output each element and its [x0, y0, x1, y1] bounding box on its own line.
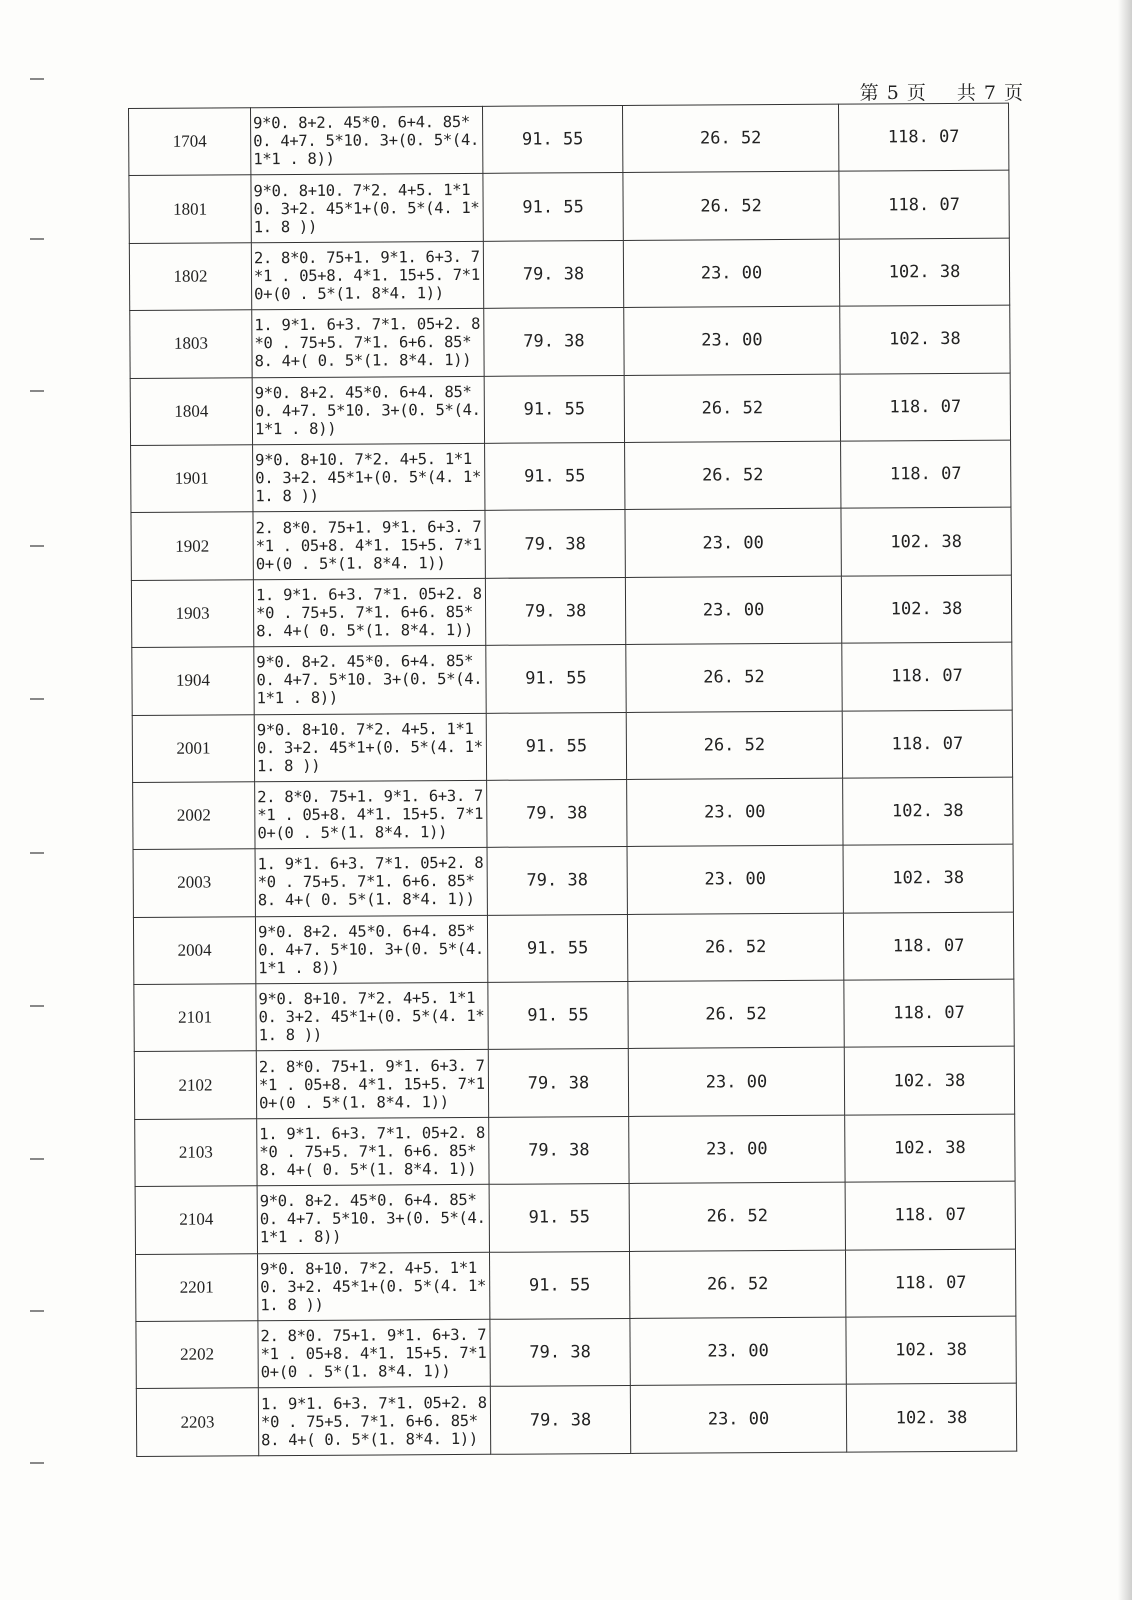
- room-number-cell: 1802: [129, 243, 251, 311]
- area-formula-cell: 1. 9*1. 6+3. 7*1. 05+2. 8*0 . 75+5. 7*1. 6+6. 85*8. 4+( 0. 5*(1. 8*4. 1)): [257, 1117, 489, 1186]
- total-area-cell: 102. 38: [843, 844, 1013, 912]
- room-number-cell: 1903: [131, 579, 253, 647]
- table-row: [129, 103, 1009, 176]
- area-formula-cell: 2. 8*0. 75+1. 9*1. 6+3. 7*1 . 05+8. 4*1. 15+5. 7*10+(0 . 5*(1. 8*4. 1)): [253, 511, 485, 580]
- area-formula-cell: 9*0. 8+10. 7*2. 4+5. 1*10. 3+2. 45*1+(0. 5*(4. 1*1. 8 )): [251, 174, 483, 243]
- total-area-cell: 118. 07: [843, 912, 1013, 980]
- table-row: [136, 1316, 1016, 1389]
- binding-mark: [30, 698, 44, 700]
- shared-area-cell: 26. 52: [626, 643, 842, 712]
- total-area-cell: 118. 07: [838, 103, 1008, 171]
- total-area-cell: 102. 38: [846, 1384, 1016, 1452]
- shared-area-cell: 23. 00: [630, 1317, 846, 1386]
- inner-area-cell: 91. 55: [485, 442, 625, 510]
- shared-area-cell: 23. 00: [623, 239, 839, 308]
- total-area-cell: 102. 38: [843, 777, 1013, 845]
- shared-area-cell: 23. 00: [627, 778, 843, 847]
- room-number-cell: 2201: [136, 1253, 258, 1321]
- inner-area-cell: 79. 38: [485, 510, 625, 578]
- area-formula-cell: 9*0. 8+10. 7*2. 4+5. 1*10. 3+2. 45*1+(0. 5*(4. 1*1. 8 )): [254, 713, 486, 782]
- table-row: [132, 642, 1012, 715]
- table-row: [131, 507, 1011, 580]
- inner-area-cell: 91. 55: [487, 914, 627, 982]
- area-formula-cell: 9*0. 8+10. 7*2. 4+5. 1*10. 3+2. 45*1+(0. 5*(4. 1*1. 8 )): [256, 982, 488, 1051]
- room-number-cell: 1801: [129, 175, 251, 243]
- binding-mark: [30, 78, 44, 80]
- area-formula-cell: 9*0. 8+2. 45*0. 6+4. 85*0. 4+7. 5*10. 3+(0. 5*(4. 1*1 . 8)): [254, 645, 486, 714]
- room-number-cell: 1901: [131, 445, 253, 513]
- inner-area-cell: 79. 38: [487, 847, 627, 915]
- inner-area-cell: 79. 38: [488, 1049, 628, 1117]
- shared-area-cell: 26. 52: [623, 172, 839, 241]
- room-number-cell: 1904: [132, 647, 254, 715]
- total-area-cell: 102. 38: [841, 507, 1011, 575]
- table-row: [135, 1114, 1015, 1187]
- area-table-container: [128, 103, 1016, 1457]
- total-pages-label: 共 7 页: [956, 82, 1024, 104]
- area-formula-cell: 9*0. 8+2. 45*0. 6+4. 85*0. 4+7. 5*10. 3+(0. 5*(4. 1*1 . 8)): [257, 1185, 489, 1254]
- room-number-cell: 2001: [132, 714, 254, 782]
- room-number-cell: 1804: [130, 377, 252, 445]
- total-area-cell: 118. 07: [842, 710, 1012, 778]
- total-area-cell: 118. 07: [845, 1249, 1015, 1317]
- binding-mark: [30, 545, 44, 547]
- area-formula-cell: 9*0. 8+2. 45*0. 6+4. 85*0. 4+7. 5*10. 3+(0. 5*(4. 1*1 . 8)): [251, 106, 483, 175]
- shared-area-cell: 26. 52: [622, 104, 838, 173]
- inner-area-cell: 91. 55: [482, 105, 622, 173]
- room-number-cell: 2104: [135, 1186, 257, 1254]
- binding-mark: [30, 1158, 44, 1160]
- shared-area-cell: 23. 00: [629, 1115, 845, 1184]
- total-area-cell: 102. 38: [839, 238, 1009, 306]
- area-formula-cell: 2. 8*0. 75+1. 9*1. 6+3. 7*1 . 05+8. 4*1. 15+5. 7*10+(0 . 5*(1. 8*4. 1)): [258, 1319, 490, 1388]
- table-row: [134, 1047, 1014, 1120]
- area-formula-cell: 1. 9*1. 6+3. 7*1. 05+2. 8*0 . 75+5. 7*1. 6+6. 85*8. 4+( 0. 5*(1. 8*4. 1)): [252, 309, 484, 378]
- inner-area-cell: 79. 38: [483, 240, 623, 308]
- table-row: [134, 979, 1014, 1052]
- total-area-cell: 118. 07: [841, 440, 1011, 508]
- shared-area-cell: 23. 00: [625, 508, 841, 577]
- total-area-cell: 102. 38: [840, 305, 1010, 373]
- shared-area-cell: 23. 00: [624, 306, 840, 375]
- shared-area-cell: 23. 00: [625, 576, 841, 645]
- total-area-cell: 118. 07: [845, 1181, 1015, 1249]
- inner-area-cell: 79. 38: [487, 779, 627, 847]
- table-row: [135, 1181, 1015, 1254]
- inner-area-cell: 91. 55: [486, 645, 626, 713]
- binding-mark: [30, 1310, 44, 1312]
- room-number-cell: 2004: [133, 916, 255, 984]
- total-area-cell: 102. 38: [841, 575, 1011, 643]
- room-number-cell: 2102: [134, 1051, 256, 1119]
- binding-mark: [30, 238, 44, 240]
- inner-area-cell: 91. 55: [489, 1184, 629, 1252]
- room-number-cell: 2002: [133, 782, 255, 850]
- area-formula-cell: 9*0. 8+2. 45*0. 6+4. 85*0. 4+7. 5*10. 3+(0. 5*(4. 1*1 . 8)): [252, 376, 484, 445]
- page-label: 第 5 页: [859, 82, 927, 104]
- area-formula-cell: 2. 8*0. 75+1. 9*1. 6+3. 7*1 . 05+8. 4*1. 15+5. 7*10+(0 . 5*(1. 8*4. 1)): [256, 1050, 488, 1119]
- table-body: [129, 103, 1017, 1456]
- table-row: [129, 171, 1009, 244]
- total-area-cell: 102. 38: [845, 1114, 1015, 1182]
- total-area-cell: 118. 07: [844, 979, 1014, 1047]
- binding-mark: [30, 1462, 44, 1464]
- shared-area-cell: 23. 00: [627, 845, 843, 914]
- table-row: [133, 844, 1013, 917]
- total-area-cell: 118. 07: [840, 373, 1010, 441]
- room-number-cell: 1803: [130, 310, 252, 378]
- inner-area-cell: 79. 38: [490, 1386, 630, 1454]
- table-row: [130, 305, 1010, 378]
- table-row: [130, 373, 1010, 446]
- area-formula-cell: 1. 9*1. 6+3. 7*1. 05+2. 8*0 . 75+5. 7*1. 6+6. 85*8. 4+( 0. 5*(1. 8*4. 1)): [253, 578, 485, 647]
- inner-area-cell: 79. 38: [485, 577, 625, 645]
- shared-area-cell: 26. 52: [629, 1250, 845, 1319]
- area-formula-cell: 1. 9*1. 6+3. 7*1. 05+2. 8*0 . 75+5. 7*1. 6+6. 85*8. 4+( 0. 5*(1. 8*4. 1)): [255, 848, 487, 917]
- inner-area-cell: 91. 55: [483, 173, 623, 241]
- shared-area-cell: 23. 00: [628, 1048, 844, 1117]
- room-number-cell: 2003: [133, 849, 255, 917]
- room-number-cell: 2203: [136, 1388, 258, 1456]
- area-formula-cell: 9*0. 8+2. 45*0. 6+4. 85*0. 4+7. 5*10. 3+(0. 5*(4. 1*1 . 8)): [255, 915, 487, 984]
- total-area-cell: 118. 07: [842, 642, 1012, 710]
- table-row: [131, 440, 1011, 513]
- binding-mark: [30, 390, 44, 392]
- area-formula-cell: 2. 8*0. 75+1. 9*1. 6+3. 7*1 . 05+8. 4*1. 15+5. 7*10+(0 . 5*(1. 8*4. 1)): [255, 780, 487, 849]
- shared-area-cell: 26. 52: [624, 374, 840, 443]
- area-calculation-table: [128, 103, 1017, 1457]
- inner-area-cell: 91. 55: [488, 982, 628, 1050]
- area-formula-cell: 1. 9*1. 6+3. 7*1. 05+2. 8*0 . 75+5. 7*1. 6+6. 85*8. 4+( 0. 5*(1. 8*4. 1)): [258, 1387, 490, 1456]
- total-area-cell: 102. 38: [844, 1047, 1014, 1115]
- inner-area-cell: 91. 55: [486, 712, 626, 780]
- shared-area-cell: 26. 52: [629, 1182, 845, 1251]
- shared-area-cell: 26. 52: [628, 980, 844, 1049]
- table-row: [132, 710, 1012, 783]
- shared-area-cell: 26. 52: [627, 913, 843, 982]
- inner-area-cell: 91. 55: [484, 375, 624, 443]
- room-number-cell: 2202: [136, 1321, 258, 1389]
- page-number: [856, 78, 1024, 105]
- room-number-cell: 1704: [129, 108, 251, 176]
- shared-area-cell: 26. 52: [626, 711, 842, 780]
- table-row: [131, 575, 1011, 648]
- inner-area-cell: 79. 38: [489, 1116, 629, 1184]
- table-row: [136, 1384, 1016, 1457]
- room-number-cell: 2103: [135, 1119, 257, 1187]
- binding-mark: [30, 1005, 44, 1007]
- area-formula-cell: 9*0. 8+10. 7*2. 4+5. 1*10. 3+2. 45*1+(0. 5*(4. 1*1. 8 )): [257, 1252, 489, 1321]
- total-area-cell: 102. 38: [846, 1316, 1016, 1384]
- table-row: [133, 777, 1013, 850]
- area-formula-cell: 9*0. 8+10. 7*2. 4+5. 1*10. 3+2. 45*1+(0. 5*(4. 1*1. 8 )): [253, 443, 485, 512]
- shared-area-cell: 23. 00: [630, 1385, 846, 1454]
- inner-area-cell: 79. 38: [484, 308, 624, 376]
- shared-area-cell: 26. 52: [625, 441, 841, 510]
- total-area-cell: 118. 07: [839, 171, 1009, 239]
- inner-area-cell: 79. 38: [490, 1318, 630, 1386]
- binding-mark: [30, 852, 44, 854]
- room-number-cell: 1902: [131, 512, 253, 580]
- room-number-cell: 2101: [134, 984, 256, 1052]
- scan-edge-shadow: [1118, 0, 1132, 1600]
- area-formula-cell: 2. 8*0. 75+1. 9*1. 6+3. 7*1 . 05+8. 4*1. 15+5. 7*10+(0 . 5*(1. 8*4. 1)): [251, 241, 483, 310]
- table-row: [136, 1249, 1016, 1322]
- table-row: [129, 238, 1009, 311]
- inner-area-cell: 91. 55: [489, 1251, 629, 1319]
- table-row: [133, 912, 1013, 985]
